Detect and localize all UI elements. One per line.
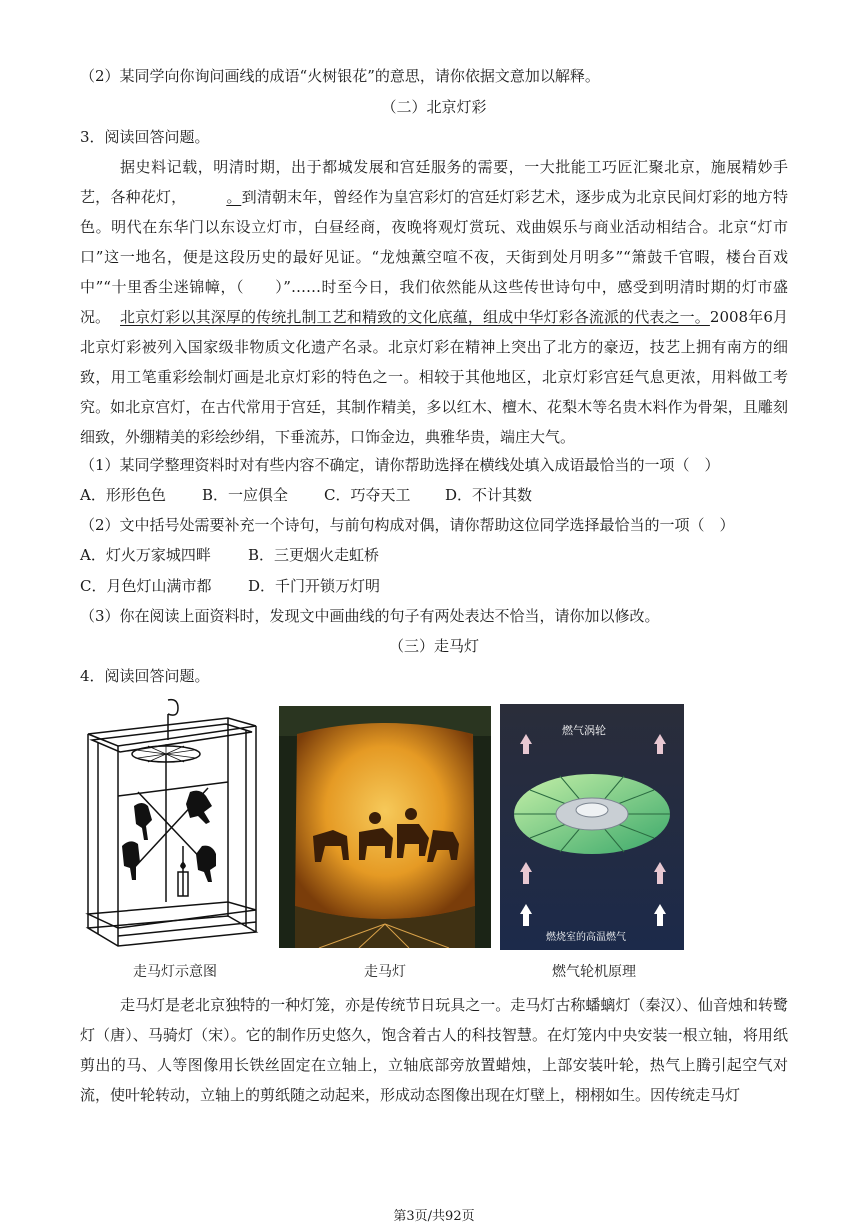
- option-3-2-b[interactable]: B．三更烟火走虹桥: [248, 546, 380, 564]
- question-3-2: （2）文中括号处需要补充一个诗句，与前句构成对偶，请你帮助这位同学选择最恰当的一项（ ）: [80, 516, 735, 534]
- option-3-1-d[interactable]: D．不计其数: [445, 486, 533, 504]
- option-3-2-a[interactable]: A．灯火万家城四畔: [80, 546, 211, 564]
- section-title-trotting-lantern: （三）走马灯: [388, 637, 479, 655]
- option-3-1-c[interactable]: C．巧夺天工: [324, 486, 411, 504]
- p1-part-1: 据史料记载，明清时期，出于都城发展和宫廷服务的需要，一大批能工巧匠汇聚北京，施展精妙手艺，: [80, 158, 788, 206]
- option-3-1-b[interactable]: B．一应俱全: [202, 486, 289, 504]
- question-3-1: （1）某同学整理资料时对有些内容不确定，请你帮助选择在横线处填入成语最恰当的一项（ ）: [80, 456, 720, 474]
- question-4-heading: 4．阅读回答问题。: [80, 667, 210, 685]
- option-3-2-c[interactable]: C．月色灯山满市都: [80, 577, 212, 595]
- option-3-2-d[interactable]: D．千门开锁万灯明: [248, 577, 381, 595]
- caption-gas-turbine: 燃气轮机原理: [552, 964, 636, 980]
- question-3-3: （3）你在阅读上面资料时，发现文中画曲线的句子有两处表达不恰当，请你加以修改。: [80, 607, 660, 625]
- p1-part-3: 。到清朝末年，曾经作为皇宫彩灯的宫廷灯彩艺术，逐步成为北京民间灯彩的地方特色。明代在东华门以东设立灯市，白昼经商，夜晚将观灯赏玩、戏曲娱乐与商业活动相结合。北京“灯市口”这一地名，便是这段历史的最好见证。“龙烛薰空喧不夜，天街到处月明多”“箫鼓千官暇，楼台百戏中”“十里香尘迷锦幛，（ ）”……时至今日，我们依然能从这些传世诗句中，感受到明清时期的灯市盛况。: [80, 188, 788, 326]
- caption-lantern-photo: 走马灯: [364, 964, 406, 980]
- question-3-heading: 3．阅读回答问题。: [80, 128, 210, 146]
- lantern-diagram: [78, 696, 264, 954]
- p1-part-2: 各种花灯，: [110, 188, 187, 206]
- p2-rest: 2008年6月北京灯彩被列入国家级非物质文化遗产名录。北京灯彩在精神上突出了北方的豪迈，技艺上拥有南方的细致，用工笔重彩绘制灯画是北京灯彩的特色之一。相较于其他地区，北京灯彩宫廷气息更浓，用料做工考究。如北京宫灯，在古代常用于宫廷，其制作精美，多以红木、檀木、花梨木等名贵木料作为骨架，且雕刻细致，外绷精美的彩绘纱绢，下垂流苏，口饰金边，典雅华贵，端庄大气。: [80, 308, 789, 446]
- page-number: 第3页/共92页: [393, 1209, 475, 1224]
- turbine-label-bottom: 燃烧室的高温燃气: [546, 932, 626, 943]
- option-3-1-a[interactable]: A．形形色色: [80, 486, 166, 504]
- gas-turbine-diagram: [500, 704, 684, 950]
- fill-blank: [186, 182, 226, 212]
- caption-lantern-diagram: 走马灯示意图: [133, 964, 217, 980]
- underlined-sentence: 北京灯彩以其深厚的传统扎制工艺和精致的文化底蕴，组成中华灯彩各流派的代表之一。: [120, 308, 710, 326]
- lantern-photo: [279, 706, 491, 948]
- passage-paragraph-3: 走马灯是老北京独特的一种灯笼，亦是传统节日玩具之一。走马灯古称蟠螭灯（秦汉）、仙音烛和转鹭灯（唐）、马骑灯（宋）。它的制作历史悠久，饱含着古人的科技智慧。在灯笼内中央安装一根立轴，将用纸剪出的马、人等图像用长铁丝固定在立轴上，立轴底部旁放置蜡烛，上部安装叶轮，热气上腾引起空气对流，使叶轮转动，立轴上的剪纸随之动起来，形成动态图像出现在灯壁上，栩栩如生。因传统走马灯: [80, 996, 788, 1104]
- turbine-label-top: 燃气涡轮: [562, 724, 606, 737]
- q2-previous-question: （2）某同学向你询问画线的成语“火树银花”的意思，请你依据文意加以解释。: [80, 67, 600, 85]
- section-title-beijing-lantern: （二）北京灯彩: [381, 98, 487, 116]
- passage-paragraph-2: [80, 302, 788, 452]
